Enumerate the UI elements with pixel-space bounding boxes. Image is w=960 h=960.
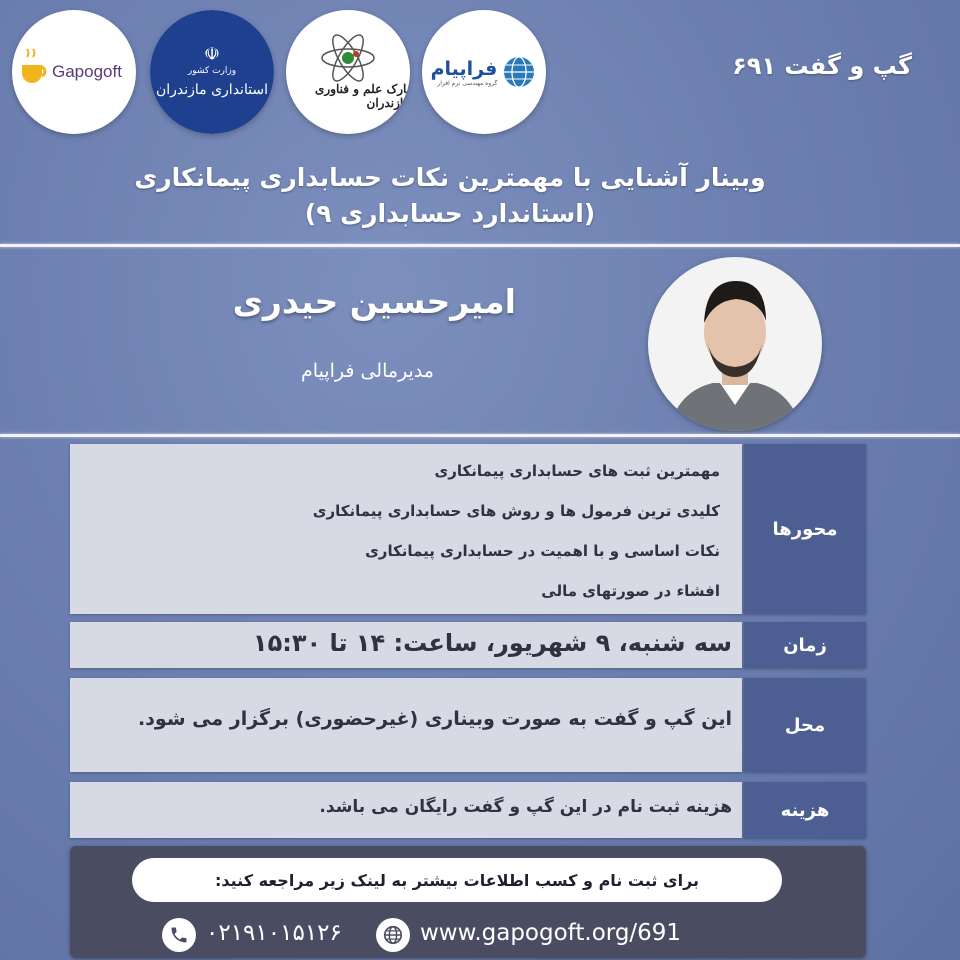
topic-item: کلیدی ترین فرمول ها و روش های حسابداری پیمانکاری <box>312 502 720 520</box>
topics-content <box>70 444 742 614</box>
topic-item: افشاء در صورتهای مالی <box>541 582 720 600</box>
footer-panel <box>70 846 866 958</box>
registration-cta: برای ثبت نام و کسب اطلاعات بیشتر به لینک زیر مراجعه کنید: <box>132 858 782 902</box>
topic-item: مهمترین ثبت های حسابداری پیمانکاری <box>434 462 720 480</box>
emblem-icon: ☫ <box>203 44 221 65</box>
science-park-text: پارک علم و فناوری مازندران <box>315 82 410 110</box>
ostandari-logo <box>150 10 274 134</box>
cup-icon <box>14 47 134 97</box>
globe-grid-icon <box>501 54 537 90</box>
divider-bottom <box>0 434 960 437</box>
webinar-title-line1: وبینار آشنایی با مهمترین نکات حسابداری پیمانکاری <box>134 163 766 192</box>
science-park-logo <box>286 10 410 134</box>
atom-icon <box>316 34 380 82</box>
phone-icon <box>162 918 196 952</box>
gapogoft-logo <box>12 10 136 134</box>
time-content <box>70 622 742 668</box>
phone-number[interactable]: ۰۲۱۹۱۰۱۵۱۲۶ <box>206 920 342 946</box>
ostandari-text: استانداری مازندران <box>155 82 269 98</box>
farapayam-logo <box>422 10 546 134</box>
person-icon <box>648 257 822 431</box>
time-value: سه شنبه، ۹ شهریور، ساعت: ۱۴ تا ۱۵:۳۰ <box>252 629 732 657</box>
topics-label: محورها <box>744 444 866 614</box>
cost-label: هزینه <box>744 782 866 838</box>
topic-item: نکات اساسی و با اهمیت در حسابداری پیمانکاری <box>365 542 720 560</box>
gapogoft-logo-text: Gapogoft <box>52 62 122 81</box>
cost-value: هزینه ثبت نام در این گپ و گفت رایگان می باشد. <box>319 797 732 817</box>
speaker-photo <box>648 257 822 431</box>
website-link[interactable]: www.gapogoft.org/691 <box>420 920 682 946</box>
time-label: زمان <box>744 622 866 668</box>
webinar-title-line2: (استاندارد حسابداری ۹) <box>304 199 596 228</box>
farapayam-subtext: گروه مهندسی نرم افزار <box>437 79 498 87</box>
place-value: این گپ و گفت به صورت وبیناری (غیرحضوری) برگزار می شود. <box>137 708 732 730</box>
ostandari-top-text: وزارت کشور <box>187 66 237 76</box>
place-content <box>70 678 742 772</box>
farapayam-text: فراپیام <box>430 57 498 80</box>
divider-top <box>0 244 960 247</box>
place-label: محل <box>744 678 866 772</box>
globe-icon <box>376 918 410 952</box>
speaker-role: مدیرمالی فراپیام <box>301 360 434 382</box>
series-label: گپ و گفت ۶۹۱ <box>732 52 912 80</box>
speaker-name: امیرحسین حیدری <box>232 282 516 321</box>
cost-content <box>70 782 742 838</box>
